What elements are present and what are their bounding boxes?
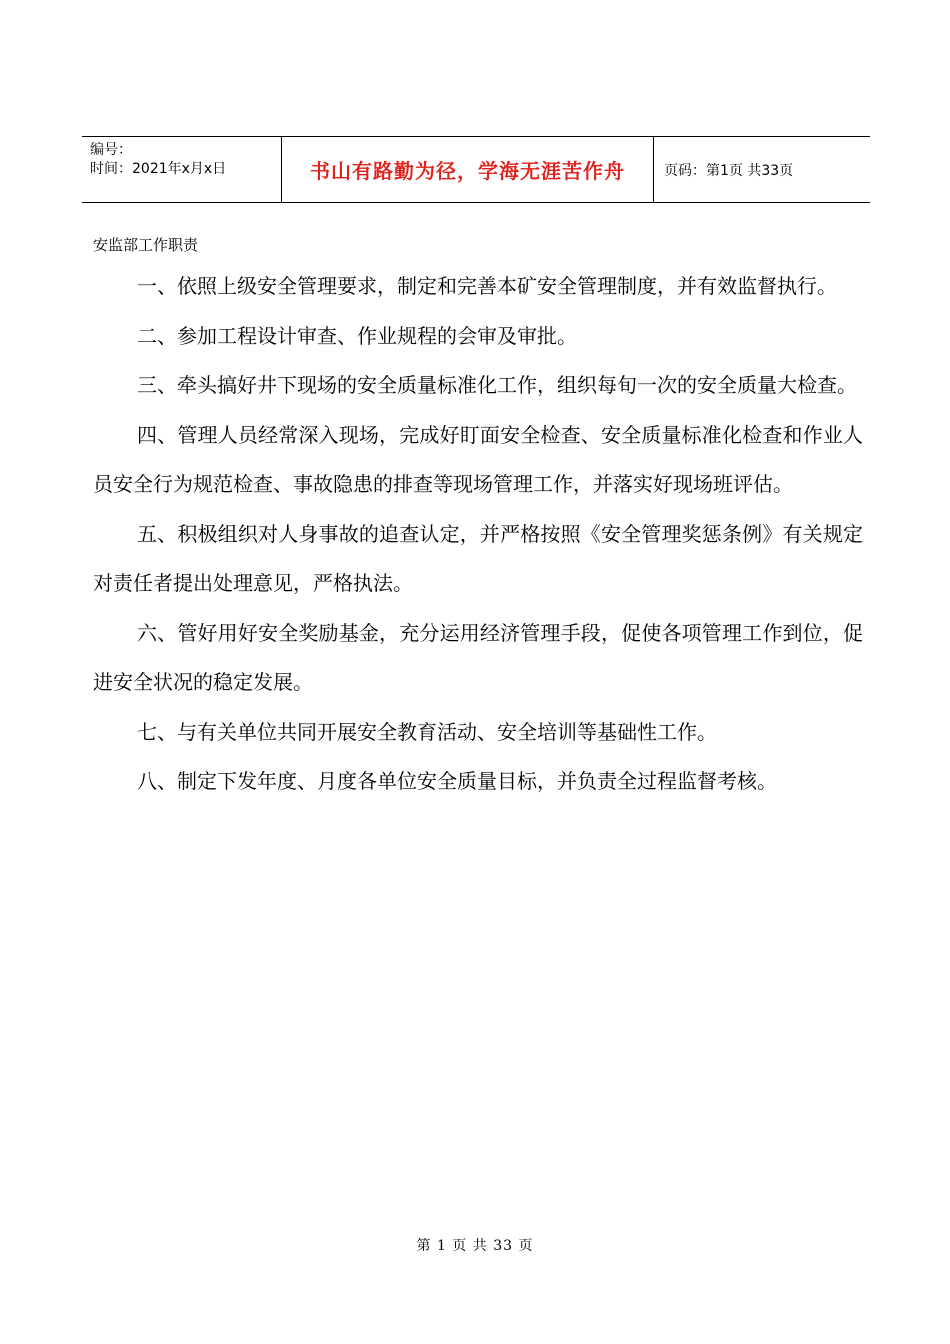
header-page-info: 页码：第1页 共33页 <box>664 162 794 179</box>
header-motto: 书山有路勤为径，学海无涯苦作舟 <box>310 159 625 183</box>
paragraph: 八、制定下发年度、月度各单位安全质量目标，并负责全过程监督考核。 <box>137 769 777 793</box>
number-label: 编号： <box>90 142 132 158</box>
document-body <box>93 262 863 807</box>
paragraph: 三、牵头搞好井下现场的安全质量标准化工作，组织每旬一次的安全质量大检查。 <box>137 373 857 397</box>
paragraph: 六、管好用好安全奖励基金，充分运用经济管理手段，促使各项管理工作到位，促进安全状况的稳定发展。 <box>93 620 863 694</box>
paragraph: 二、参加工程设计审查、作业规程的会审及审批。 <box>137 323 577 348</box>
paragraph: 四、管理人员经常深入现场，完成好盯面安全检查、安全质量标准化检查和作业人员安全行为规范检查、事故隐患的排查等现场管理工作，并落实好现场班评估。 <box>93 422 863 496</box>
paragraph: 一、依照上级安全管理要求，制定和完善本矿安全管理制度，并有效监督执行。 <box>137 274 837 298</box>
header-divider <box>653 137 654 202</box>
page-footer: 第 1 页 共 33 页 <box>416 1238 534 1254</box>
header-meta <box>90 141 226 179</box>
paragraph: 七、与有关单位共同开展安全教育活动、安全培训等基础性工作。 <box>137 719 717 744</box>
paragraph: 五、积极组织对人身事故的追查认定，并严格按照《安全管理奖惩条例》有关规定对责任者提出处理意见，严格执法。 <box>93 521 863 595</box>
document-title: 安监部工作职责 <box>93 236 199 254</box>
time-label: 时间：2021年x月x日 <box>90 161 227 177</box>
header-table <box>82 136 870 203</box>
